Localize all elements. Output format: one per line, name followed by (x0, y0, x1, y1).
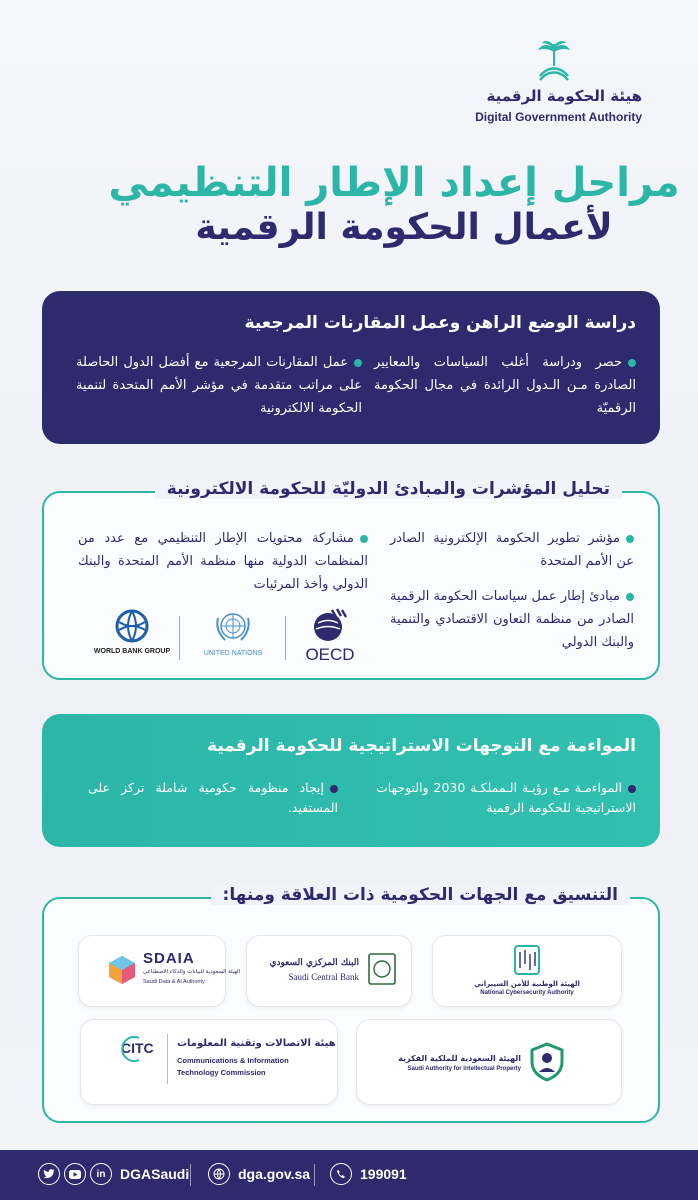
nca-emblem-icon (511, 944, 543, 978)
page-title-line1: مراحل إعداد الإطار التنظيمي (108, 160, 680, 206)
org-name-ar: هيئة الحكومة الرقمية (486, 87, 642, 105)
bullet-icon (626, 535, 634, 543)
saip-name-ar: الهيئة السعودية للملكية الفكرية (398, 1054, 521, 1063)
phone-text: 199091 (360, 1166, 407, 1182)
bullet-icon (354, 359, 362, 367)
list-item (376, 778, 636, 818)
sdaia-name-ar: الهيئة السعودية للبيانات والذكاء الاصطناعي (143, 969, 241, 975)
item-text: عمل المقارنات المرجعية مع أفضل الدول الحاصلة على مراتب متقدمة في مؤشر الأمم المتحدة لتنمية الحكومة الالكترونية (76, 355, 362, 416)
sdaia-cube-icon (107, 954, 137, 986)
un-label: UNITED NATIONS (203, 650, 263, 657)
citc-logo-card (80, 1019, 338, 1105)
section-heading: دراسة الوضع الراهن وعمل المقارنات المرجعية (244, 313, 636, 333)
list-item (88, 778, 338, 818)
list-item (390, 527, 634, 654)
linkedin-icon[interactable]: in (90, 1163, 112, 1185)
scb-name-ar: البنك المركزي السعودي (269, 958, 359, 968)
footer-bar (0, 1150, 698, 1200)
list-item (76, 351, 362, 420)
sdaia-name-en: Saudi Data & AI Authority (143, 979, 205, 985)
phone-link[interactable] (330, 1163, 407, 1185)
oecd-globe-icon (310, 608, 350, 642)
item-text: إيجاد منظومة حكومية شاملة تركز على المستفيد. (88, 780, 338, 815)
divider (190, 1164, 191, 1186)
social-links (38, 1163, 189, 1185)
section-current-state-study (42, 291, 660, 444)
bullet-icon (626, 593, 634, 601)
worldbank-globe-icon (114, 608, 150, 644)
website-text: dga.gov.sa (238, 1166, 311, 1182)
oecd-label: OECD (305, 645, 355, 664)
nca-name-ar: الهيئة الوطنية للأمن السيبراني (474, 980, 580, 988)
section-strategic-alignment (42, 714, 660, 847)
divider (285, 616, 286, 660)
website-link[interactable] (208, 1163, 310, 1185)
item-text: مؤشر تطوير الحكومة الإلكترونية الصادر عن الأمم المتحدة (390, 531, 634, 569)
page-title-line2: لأعمال الحكومة الرقمية (195, 207, 613, 248)
item-text: مشاركة محتويات الإطار التنظيمي مع عدد من المنظمات الدولية منها منظمة الأمم المتحدة والبنك الدولي وأخذ المرئيات (78, 531, 368, 592)
globe-icon (208, 1163, 230, 1185)
social-handle[interactable]: DGASaudi (120, 1166, 190, 1182)
item-text: حصر ودراسة أغلب السياسات والمعايير الصادرة مـن الـدول الرائدة في مجال الحكومة الرقميّة (374, 355, 636, 416)
list-item (374, 351, 636, 420)
palm-swords-emblem-icon (536, 40, 572, 84)
divider (167, 1034, 168, 1084)
phone-icon (330, 1163, 352, 1185)
list-item (78, 527, 368, 596)
twitter-icon[interactable] (38, 1163, 60, 1185)
scb-logo-card (246, 935, 412, 1007)
sdaia-logo-card (78, 935, 241, 1007)
youtube-icon[interactable] (64, 1163, 86, 1185)
section-heading: المواءمة مع التوجهات الاستراتيجية للحكومة الرقمية (207, 736, 636, 756)
item-text: المواءمـة مـع رؤيـة الـمملكـة 2030 والتوجهات الاستراتيجية للحكومة الرقمية (376, 780, 636, 815)
section-gov-coordination (42, 885, 660, 1123)
sdaia-name: SDAIA (143, 950, 195, 967)
saip-name-en: Saudi Authority for Intellectual Property (407, 1066, 521, 1072)
divider (314, 1164, 315, 1186)
citc-name: CITC (121, 1040, 154, 1056)
section-international-indicators (42, 479, 660, 680)
worldbank-logo (92, 608, 172, 664)
scb-name-en: Saudi Central Bank (288, 972, 359, 982)
bullet-icon (628, 359, 636, 367)
section-heading: التنسيق مع الجهات الحكومية ذات العلاقة ومنها: (211, 885, 630, 905)
bullet-icon (330, 785, 338, 793)
bullet-icon (360, 535, 368, 543)
oecd-logo (298, 608, 362, 664)
un-emblem-icon (213, 608, 253, 646)
citc-name-en-line1: Communications & Information (177, 1056, 289, 1065)
citc-name-en-line2: Technology Commission (177, 1068, 266, 1077)
citc-arc-icon (117, 1034, 157, 1064)
citc-name-ar: هيئة الاتصالات وتقنية المعلومات (177, 1038, 336, 1049)
saip-logo-card (356, 1019, 622, 1105)
nca-name-en: National Cybersecurity Authority (480, 990, 574, 996)
nca-logo-card (432, 935, 622, 1007)
saip-shield-icon (529, 1042, 565, 1082)
partner-logos (92, 608, 362, 664)
section-heading: تحليل المؤشرات والمبادئ الدوليّة للحكومة الالكترونية (155, 479, 622, 499)
item-text: مبادئ إطار عمل سياسات الحكومة الرقمية الصادر من منظمة التعاون الاقتصادي والتنمية والبنك الدولي (390, 589, 634, 650)
scb-emblem-icon (367, 952, 397, 986)
org-name-en: Digital Government Authority (475, 110, 642, 124)
bullet-icon (628, 785, 636, 793)
un-logo (192, 608, 274, 664)
divider (179, 616, 180, 660)
worldbank-label: WORLD BANK GROUP (93, 648, 171, 655)
